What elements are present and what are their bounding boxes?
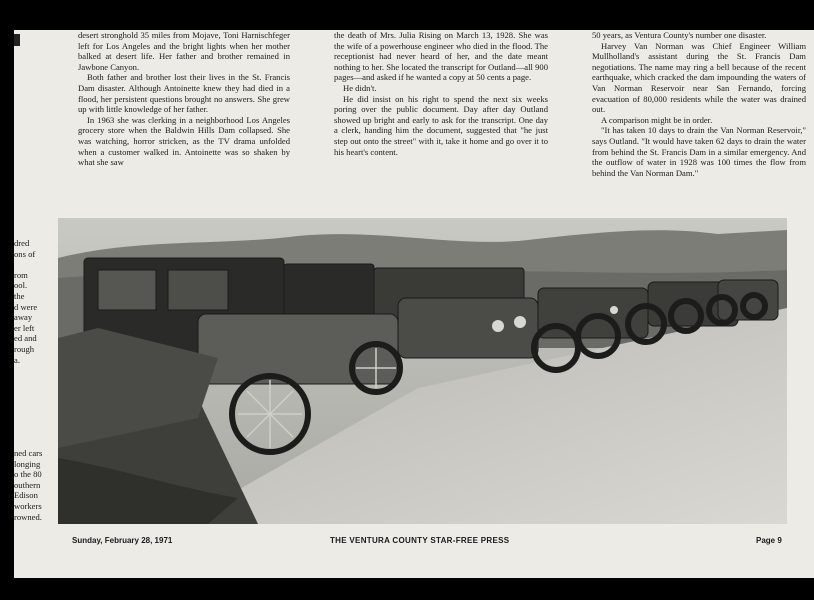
issue-date: Sunday, February 28, 1971 (72, 536, 173, 545)
wrecked-cars-photo (58, 218, 787, 524)
left-line: rowned. (14, 511, 42, 522)
article-column-1 (78, 30, 290, 168)
paragraph: desert stronghold 35 miles from Mojave, Toni Harnischfeger left for Los Angeles and the bright lights when her mother balked at desert life. Her father and brother remained in Jawbone Canyon. (78, 30, 290, 72)
paragraph: A comparison might be in order. (601, 114, 713, 125)
paragraph: 50 years, as Ventura County's number one disaster. (592, 30, 767, 40)
left-line: ons of (14, 248, 36, 259)
left-line: Edison (14, 490, 38, 501)
paragraph: Both father and brother lost their lives in the St. Francis Dam disaster. Although Antoinette knew they had died in a flood, her persistent questions brought no answers. She grew up with little knowledge of her father. (78, 72, 290, 115)
left-line: longing (14, 458, 41, 469)
paragraph: In 1963 she was clerking in a neighborhood Los Angeles grocery store when the Baldwin Hills Dam collapsed. She was watching, horror stricken, as the TV drama unfolded when a customer walked in. Antoinette was so shaken by what she saw (78, 114, 290, 168)
article-column-3 (592, 30, 806, 178)
photo-image (58, 218, 787, 524)
left-line: dred (14, 238, 30, 248)
left-line: away (14, 312, 33, 323)
page-edge-mark (14, 34, 20, 46)
newspaper-page (14, 30, 814, 578)
left-line: the (14, 290, 25, 301)
left-line: workers (14, 500, 42, 511)
left-line: rom (14, 269, 28, 280)
left-line: ned cars (14, 448, 43, 458)
paragraph: the death of Mrs. Julia Rising on March 13, 1928. She was the wife of a powerhouse engineer who died in the flood. The receptionist had never heard of her, and the date meant nothing to her. She located the transcript for Outland—all 900 pages—and asked if he wanted a copy at 50 cents a page. (334, 30, 548, 83)
left-line: rough (14, 343, 35, 354)
paragraph: "It has taken 10 days to drain the Van Norman Reservoir," says Outland. "It would have taken 62 days to drain the water from behind the St. Francis Dam in a similar emergency. And the outflow of water in 1928 was 100 times the flow from behind the Van Norman Dam." (592, 125, 806, 178)
left-line: d were (14, 301, 38, 312)
paragraph: He did insist on his right to spend the next six weeks poring over the public document. Day after day Outland showed up bright and early to ask for the transcript. One day a clerk, handing him the document, suggested that "he just step out onto the street" with it, take it home and go over it to his heart's content. (334, 93, 548, 157)
left-line: outhern (14, 479, 41, 490)
article-column-2 (334, 30, 548, 157)
page-number: Page 9 (756, 536, 782, 545)
left-line: ool. (14, 280, 28, 291)
left-line: o the 80 (14, 469, 42, 480)
paragraph: Harvey Van Norman was Chief Engineer William Mullholland's assistant during the St. Francis Dam negotiations. The name may ring a bell because of the recent earthquake, which cracked the dam impounding the waters of Van Norman Reservoir near San Fernando, forcing evacuation of 80,000 residents while the water was drained out. (592, 40, 806, 115)
left-line (14, 259, 37, 270)
newspaper-masthead: THE VENTURA COUNTY STAR-FREE PRESS (330, 536, 510, 545)
paragraph: He didn't. (343, 82, 377, 93)
left-line: ed and (14, 333, 37, 344)
left-line: er left (14, 322, 35, 333)
left-line: a. (14, 354, 20, 365)
